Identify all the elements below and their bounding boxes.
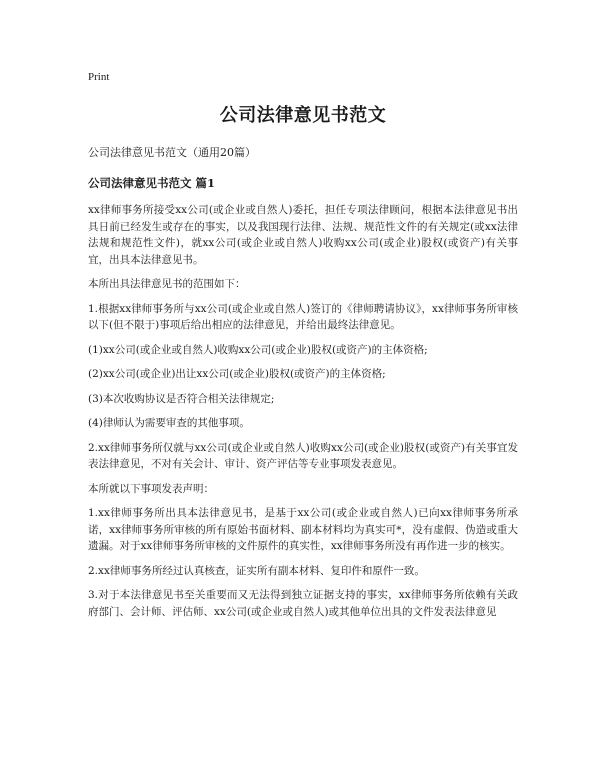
paragraph-subitem-1: (1)xx公司(或企业或自然人)收购xx公司(或企业)股权(或资产)的主体资格; [88, 343, 428, 356]
document-page [88, 70, 518, 628]
paragraph-statement-3: 3.对于本法律意见书至关重要而又无法得到独立证据支持的事实，xx律师事务所依赖有关政府部门、会计师、评估师、xx公司(或企业或自然人)或其他单位出具的文件发表法律意见 [88, 589, 518, 618]
document-subtitle: 公司法律意见书范文（通用20篇） [88, 146, 256, 159]
paragraph-statement-1: 1.xx律师事务所出具本法律意见书，是基于xx公司(或企业或自然人)已向xx律师事务所承诺，xx律师事务所审核的所有原始书面材料、副本材料均为真实可*，没有虚假、伪造或重大遗漏。对于xx律师事务所审核的文件原件的真实性，xx律师事务所没有再作进一步的核实。 [88, 507, 518, 552]
paragraph-scope-item-1: 1.根据xx律师事务所与xx公司(或企业或自然人)签订的《律师聘请协议》，xx律师事务所审核以下(但不限于)事项后给出相应的法律意见，并给出最终法律意见。 [88, 302, 518, 331]
paragraph-scope-heading: 本所出具法律意见书的范围如下： [88, 278, 246, 290]
paragraph-statement-heading: 本所就以下事项发表声明： [88, 482, 214, 495]
paragraph-subitem-4: (4)律师认为需要审查的其他事项。 [88, 417, 250, 429]
paragraph-subitem-2: (2)xx公司(或企业)出让xx公司(或企业)股权(或资产)的主体资格; [88, 368, 386, 380]
paragraph-subitem-3: (3)本次收购协议是否符合相关法律规定; [88, 392, 275, 405]
print-label[interactable]: Print [88, 71, 110, 83]
paragraph-intro: xx律师事务所接受xx公司(或企业或自然人)委托，担任专项法律顾问，根据本法律意见书出具日前已经发生或存在的事实，以及我国现行法律、法规、规范性文件的有关规定(或xx法律法规和规范性文件)，就xx公司(或企业或自然人)收购xx公司(或企业)股权(或资产)有关事宜，出具本法律意见书。 [88, 204, 518, 266]
document-title: 公司法律意见书范文 [219, 105, 387, 126]
section-heading: 公司法律意见书范文 篇1 [88, 176, 216, 190]
paragraph-statement-2: 2.xx律师事务所经过认真核查，证实所有副本材料、复印件和原件一致。 [88, 564, 425, 577]
paragraph-scope-item-2: 2.xx律师事务所仅就与xx公司(或企业或自然人)收购xx公司(或企业)股权(或资产)有关事宜发表法律意见，不对有关会计、审计、资产评估等专业事项发表意见。 [88, 441, 518, 470]
